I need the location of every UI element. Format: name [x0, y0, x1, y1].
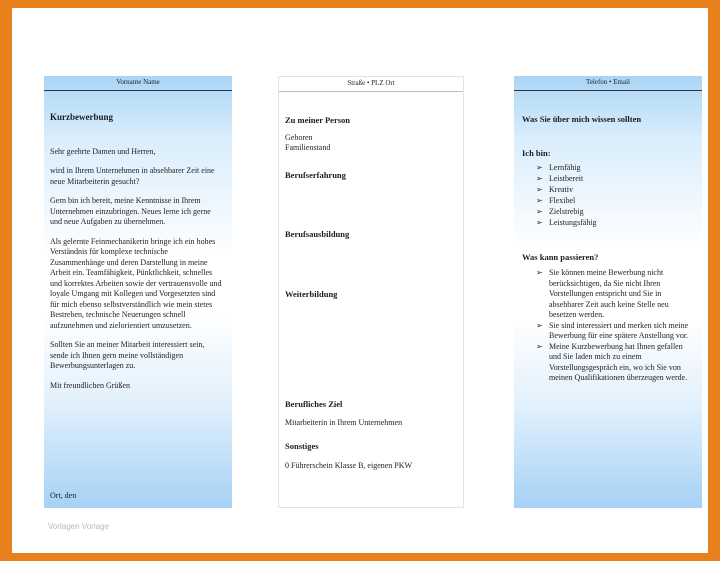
heading-person: Zu meiner Person	[285, 115, 351, 125]
heading-iam: Ich bin:	[522, 148, 551, 158]
person-born-label: Geboren	[285, 133, 313, 142]
section-goal	[285, 399, 457, 428]
list-item: ➢ Lernfähig	[536, 163, 581, 172]
arrow-bullet-icon: ➢	[536, 218, 543, 227]
section-training	[285, 289, 457, 299]
section-education	[285, 229, 457, 239]
letter-closing-place-date: Ort, den	[50, 491, 77, 500]
heading-goal: Berufliches Ziel	[285, 399, 343, 409]
watermark: Vorlagen Vorlage	[48, 522, 109, 531]
section-other	[285, 441, 457, 471]
goal-text: Mitarbeiterin in Ihrem Unternehmen	[285, 418, 403, 427]
arrow-bullet-icon: ➢	[536, 320, 543, 330]
arrow-bullet-icon: ➢	[536, 268, 543, 277]
letter-paragraph: Als gelernte Feinmechanikerin bringe ich ein hohes Verständnis für komplexe technische Zusammenhänge und deren Darstellung in meine Arbeit ein. Teamfähigkeit, Pünktlichkeit, schnelles und korrektes Arbeiten sowie der vertrauensvolle und loyale Umgang mit Kollegen und Vorgesetzten sind für mich ebenso selbstverständlich wie mein stetes Bestreben, technische Neuerungen schnell aufzunehmen und zielorientiert umzusetzen.	[50, 236, 222, 330]
heading-experience: Berufserfahrung	[285, 170, 346, 180]
letter-title: Kurzbewerbung	[50, 112, 113, 122]
panel-header-contact: Telefon • Email	[514, 76, 702, 91]
section-know	[522, 114, 694, 124]
panel-resume	[278, 76, 464, 508]
arrow-bullet-icon: ➢	[536, 207, 543, 216]
panel-about	[514, 76, 702, 508]
list-item: ➢ Sie sind interessiert und merken sich meine Bewerbung für eine spätere Anstellung vor.	[536, 320, 689, 340]
section-experience	[285, 170, 457, 180]
arrow-bullet-icon: ➢	[536, 185, 543, 194]
letter-paragraph: wird in Ihrem Unternehmen in absehbarer Zeit eine neue Mitarbeiterin gesucht?	[50, 166, 215, 186]
arrow-bullet-icon: ➢	[536, 174, 543, 183]
scenario-list	[536, 268, 694, 384]
panel-cover-letter	[44, 76, 232, 508]
letter-regards: Mit freundlichen Grüßen	[50, 380, 130, 390]
other-text: 0 Führerschein Klasse B, eigenen PKW	[285, 461, 413, 470]
heading-other: Sonstiges	[285, 441, 319, 451]
list-item: ➢ Kreativ	[536, 185, 573, 194]
heading-happen: Was kann passieren?	[522, 252, 599, 262]
arrow-bullet-icon: ➢	[536, 341, 543, 351]
arrow-bullet-icon: ➢	[536, 163, 543, 172]
heading-education: Berufsausbildung	[285, 229, 350, 239]
list-item: ➢ Leistungsfähig	[536, 218, 597, 227]
list-item: ➢ Sie können meine Bewerbung nicht berücksichtigen, da Sie nicht Ihren Vorstellungen entspricht und Sie in absehbarer Zeit auch keine Stelle neu besetzen werden.	[536, 268, 669, 319]
list-item: ➢ Zielstrebig	[536, 207, 584, 216]
panel-header-name: Vorname Name	[44, 76, 232, 91]
list-item: ➢ Flexibel	[536, 196, 576, 205]
section-traits	[522, 148, 694, 228]
traits-list	[536, 162, 694, 228]
panel-header-address: Straße • PLZ Ort	[279, 77, 463, 92]
section-scenarios	[522, 252, 694, 384]
arrow-bullet-icon: ➢	[536, 196, 543, 205]
heading-know: Was Sie über mich wissen sollten	[522, 114, 642, 124]
section-person	[285, 115, 457, 153]
cover-letter-body	[50, 112, 224, 400]
list-item: ➢ Leistbereit	[536, 174, 584, 183]
list-item: ➢ Meine Kurzbewerbung hat Ihnen gefallen und Sie laden mich zu einem Vorstellungsgespräch ein, wo ich Sie von meinen Qualifikationen überzeugen werde.	[536, 341, 688, 382]
letter-paragraph: Gern bin ich bereit, meine Kenntnisse in Ihrem Unternehmen einzubringen. Neues lerne ich gerne und neue Aufgaben zu übernehmen.	[50, 196, 211, 226]
heading-training: Weiterbildung	[285, 289, 338, 299]
person-marital-label: Familienstand	[285, 143, 331, 152]
letter-greeting: Sehr geehrte Damen und Herren,	[50, 146, 156, 156]
letter-paragraph: Sollten Sie an meiner Mitarbeit interessiert sein, sende ich Ihnen gern meine vollständigen Bewerbungsunterlagen zu.	[50, 340, 205, 370]
